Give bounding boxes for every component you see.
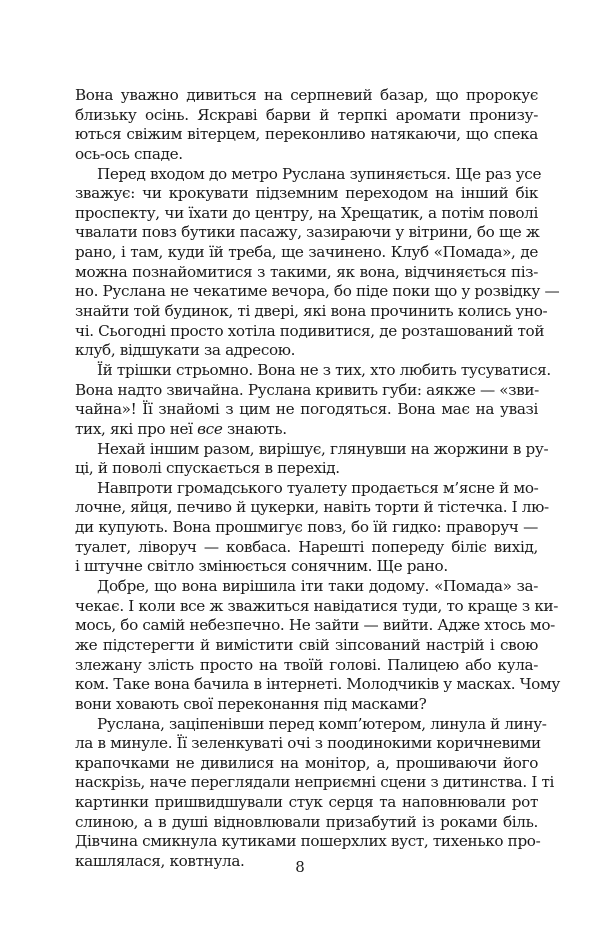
text-fragment: знають.: [222, 419, 287, 438]
text-line: і штучне світло змінюється сонячним. Ще рано.: [75, 557, 448, 576]
paragraph-5: [75, 478, 549, 577]
text-line: мось, бо самій небезпечно. Не зайти — вийти. Адже хтось мо-: [75, 616, 555, 635]
text-line: картинки пришвидшували стук серця та наповнювали рот: [75, 793, 538, 812]
paragraph-4: [75, 439, 549, 479]
text-line: туалет, ліворуч — ковбаса. Нарешті попереду біліє вихід,: [75, 537, 538, 556]
text-line: чекає. І коли все ж зважиться навідатися туди, то краще з ки-: [75, 596, 559, 615]
emphasis-text: все: [197, 419, 223, 438]
text-line: близьку осінь. Яскраві барви й терпкі аромати пронизу-: [75, 105, 538, 124]
text-line: ці, й поволі спускається в перехід.: [75, 459, 340, 478]
text-line: Руслана, заціпенівши перед комп’ютером, линула й лину-: [97, 714, 547, 733]
text-line: Вона уважно дивиться на серпневий базар, що пророкує: [75, 86, 538, 104]
text-line: наскрізь, наче переглядали неприємні сцени з дитинства. І ті: [75, 773, 555, 792]
text-line: ось-ось спаде.: [75, 144, 183, 163]
text-line: лочне, яйця, печиво й цукерки, навіть торти й тістечка. І лю-: [75, 498, 549, 517]
text-line-with-emphasis: [75, 420, 538, 440]
paragraph-1: [75, 86, 538, 165]
page-body: [75, 86, 560, 872]
text-line: Їй трішки стрьомно. Вона не з тих, хто любить тусуватися.: [97, 360, 551, 379]
text-line: Нехай іншим разом, вирішує, глянувши на жоржини в ру-: [97, 439, 549, 458]
paragraph-6: [75, 577, 560, 714]
text-line: Дівчина смикнула кутиками пошерхлих вуст, тихенько про-: [75, 832, 541, 851]
paragraph-2: [75, 164, 560, 361]
text-line: Добре, що вона вирішила іти таки додому. «Помада» за-: [97, 577, 538, 596]
text-line: крапочками не дивилися на монітор, а, прошиваючи його: [75, 753, 538, 772]
text-line: чі. Сьогодні просто хотіла подивитися, де розташований той: [75, 321, 545, 340]
text-line: Вона надто звичайна. Руслана кривить губи: аякже — «зви-: [75, 380, 539, 399]
text-line: чайна»! Її знайомі з цим не погодяться. Вона має на увазі: [75, 400, 538, 419]
text-line: слиною, а в душі відновлювали призабутий із роками біль.: [75, 812, 538, 831]
text-line: злежану злість просто на твоїй голові. Палицею або кула-: [75, 655, 538, 674]
text-line: можна познайомитися з такими, як вона, відчиняється піз-: [75, 262, 538, 281]
text-line: Перед входом до метро Руслана зупиняється. Ще раз усе: [97, 164, 542, 183]
text-fragment: тих, які про неї: [75, 419, 198, 438]
text-line: вони ховають свої переконання під масками?: [75, 694, 427, 713]
text-line: ла в минуле. Її зеленкуваті очі з поодинокими коричневими: [75, 734, 541, 753]
paragraph-3: [75, 360, 551, 440]
text-line: Навпроти громадського туалету продається м’ясне й мо-: [97, 478, 539, 497]
text-line: клуб, відшукати за адресою.: [75, 341, 296, 360]
text-line: зважує: чи крокувати підземним переходом на інший бік: [75, 184, 538, 203]
text-line: рано, і там, куди їй треба, ще зачинено. Клуб «Помада», де: [75, 243, 538, 262]
text-line: чвалати повз бутики пасажу, зазираючи у вітрини, бо ще ж: [75, 223, 540, 242]
text-line: ються свіжим вітерцем, переконливо натякаючи, що спека: [75, 125, 538, 144]
text-line: но. Руслана не чекатиме вечора, бо піде поки що у розвідку —: [75, 282, 560, 301]
text-line: знайти той будинок, ті двері, які вона прочинить колись уно-: [75, 302, 548, 321]
paragraph-7: [75, 714, 555, 872]
text-line: проспекту, чи їхати до центру, на Хрещатик, а потім поволі: [75, 203, 538, 222]
text-line: же підстерегти й вимістити свій зіпсований настрій і свою: [75, 635, 538, 654]
text-line: ди купують. Вона прошмигує повз, бо їй гидко: праворуч —: [75, 518, 538, 537]
text-line: кашлялася, ковтнула.: [75, 851, 245, 870]
text-line: ком. Таке вона бачила в інтернеті. Молодчиків у масках. Чому: [75, 675, 560, 694]
page-number: 8: [295, 858, 305, 876]
